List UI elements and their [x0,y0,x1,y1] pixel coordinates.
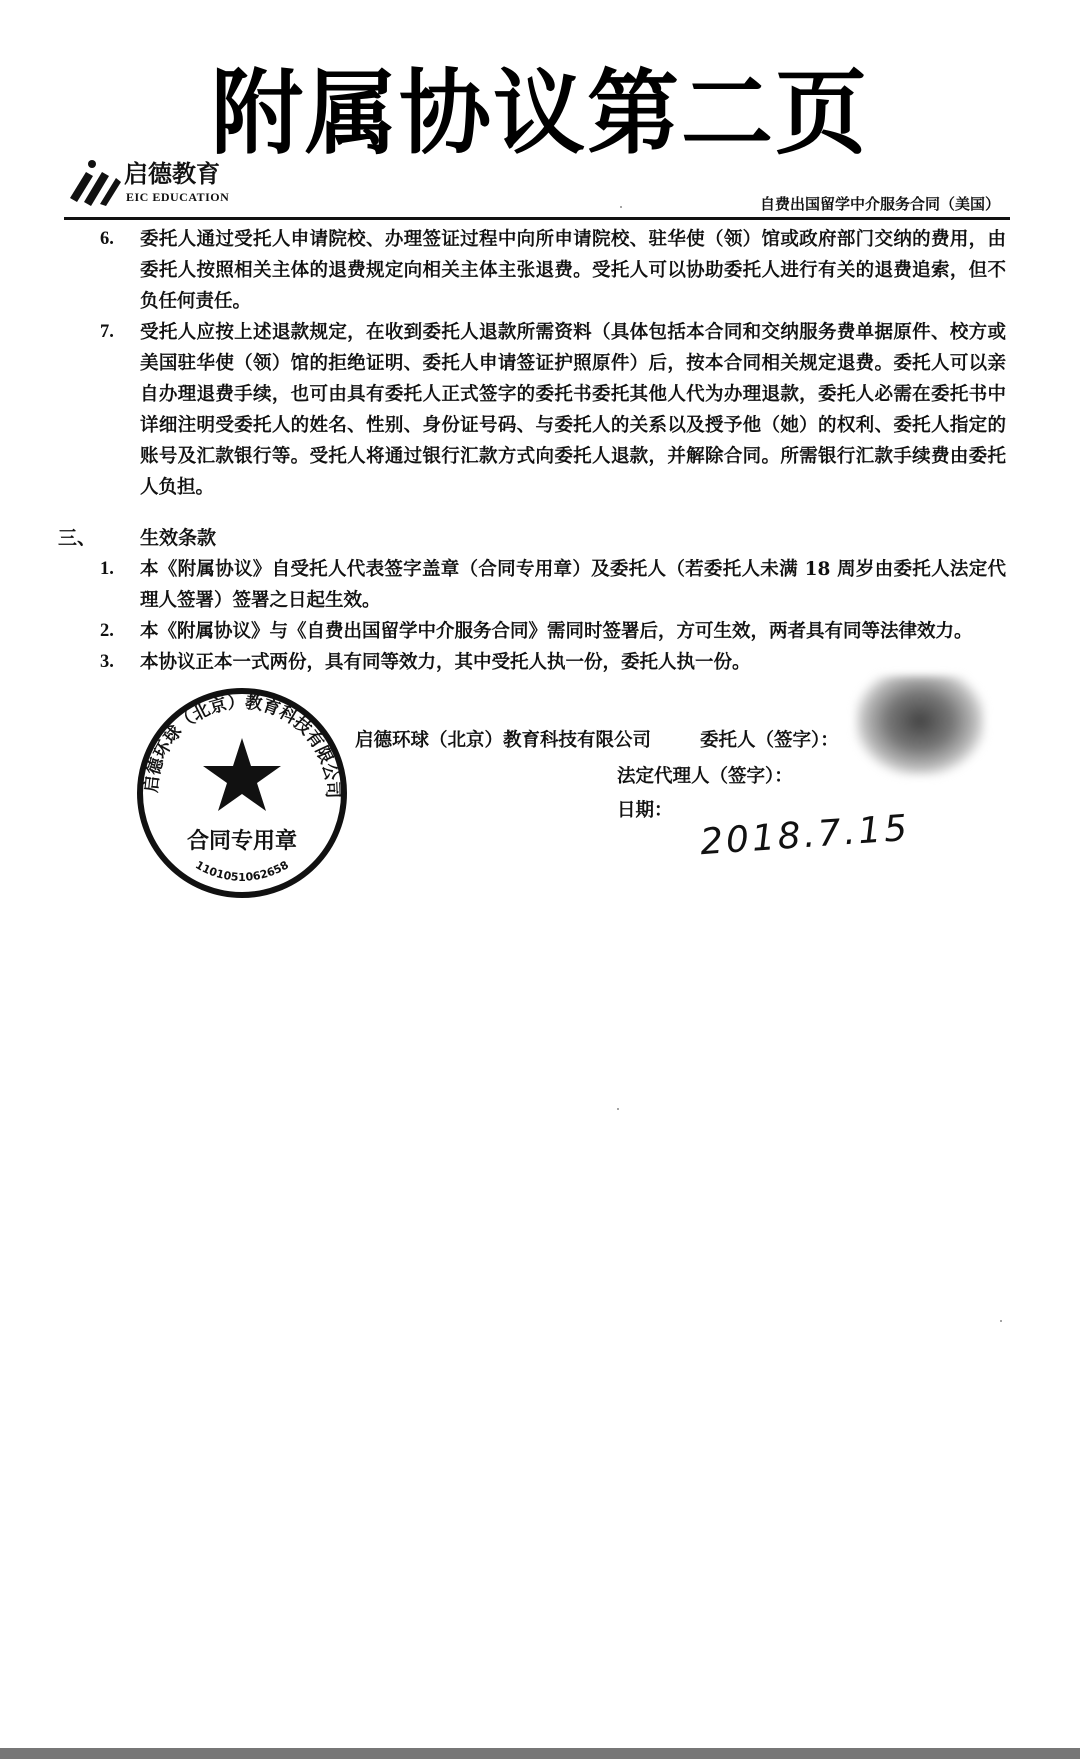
logo-english: EIC EDUCATION [126,190,230,204]
clause-item [100,317,1006,503]
clause-item [100,554,1006,616]
scan-speck [617,1108,619,1110]
logo-chinese: 启德教育 [124,160,220,188]
item-number: 6. [100,229,114,249]
clause-text: 本《附属协议》与《自费出国留学中介服务合同》需同时签署后，方可生效，两者具有同等法律效力。 [140,621,973,642]
item-number: 7. [100,322,114,342]
date-label: 日期： [617,800,673,821]
company-seal-stamp [135,686,350,901]
clause-item [100,647,1006,678]
stamp-center-text: 合同专用章 [186,828,298,854]
scan-speck [620,206,622,208]
clause-text: 委托人通过受托人申请院校、办理签证过程中向所申请院校、驻华使（领）馆或政府部门交纳的费用，由委托人按照相关主体的退费规定向相关主体主张退费。受托人可以协助委托人进行有关的退费追索，但不负任何责任。 [140,229,1006,312]
item-number: 1. [100,559,114,579]
document-body [58,224,1006,926]
stamp-ring-text: 启德环球（北京）教育科技有限公司 [141,692,343,799]
principal-signature-label: 委托人（签字）： [700,730,839,751]
clause-item [100,224,1006,317]
clause-text: 本协议正本一式两份，具有同等效力，其中受托人执一份，委托人执一份。 [140,652,751,673]
blurred-signature [855,676,985,776]
guardian-signature-label: 法定代理人（签字）： [617,766,793,787]
contract-header: 自费出国留学中介服务合同（美国） [759,195,1000,213]
signature-block [100,686,1006,926]
stamp-code: 1101051062658 [193,858,291,884]
section-heading [58,523,1006,554]
clause-item [100,616,1006,647]
clause-text: 受托人应按上述退款规定，在收到委托人退款所需资料（具体包括本合同和交纳服务费单据原件、校方或美国驻华使（领）馆的拒绝证明、委托人申请签证护照原件）后，按本合同相关规定退费。委托人可以亲自办理退费手续，也可由具有委托人正式签字的委托书委托其他人代为办理退款，委托人必需在委托书中详细注明受委托人的姓名、性别、身份证号码、与委托人的关系以及授予他（她）的权利、委托人指定的账号及汇款银行等。受托人将通过银行汇款方式向委托人退款，并解除合同。所需银行汇款手续费由委托人负担。 [140,322,1006,498]
handwritten-date: 2018.7.15 [698,807,912,864]
header-divider [64,217,1010,220]
clause-text: 本《附属协议》自受托人代表签字盖章（合同专用章）及委托人（若委托人未满 18 周岁由委托人法定代理人签署）签署之日起生效。 [140,559,1006,611]
item-number: 2. [100,621,114,641]
company-name: 启德环球（北京）教育科技有限公司 [355,730,652,751]
bottom-edge-bar [0,1748,1080,1759]
item-number: 3. [100,652,114,672]
page-title: 附属协议第二页 [210,60,869,167]
scan-speck [1000,1320,1002,1322]
section-title: 生效条款 [140,527,217,549]
section-number: 三、 [58,527,97,549]
